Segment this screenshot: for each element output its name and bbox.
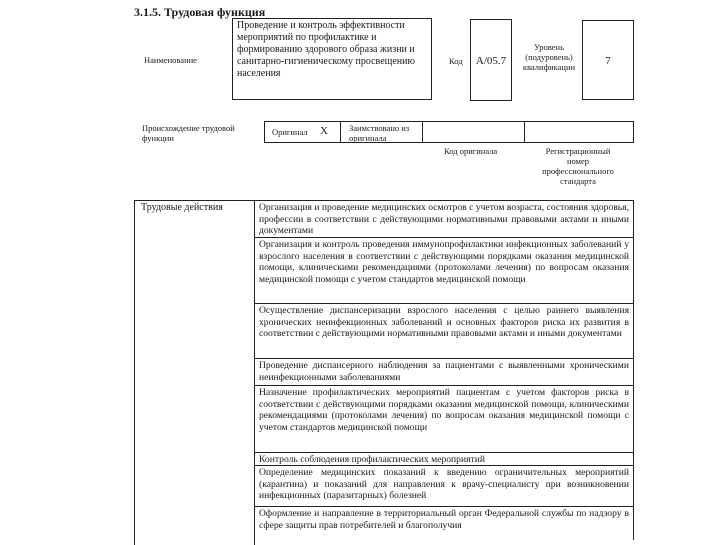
level-value: 7 bbox=[605, 55, 611, 67]
action-item: Организация и контроль проведения иммунопрофилактики инфекционных заболеваний у взрослого населения в соответствии с действующими порядками оказания медицинской помощи, клиническими рекомендациями (протоколами лечения) по вопросам оказания медицинской помощи с учетом стандартов медицинской помощи bbox=[254, 238, 634, 304]
level-label: Уровень (подуровень) квалификации bbox=[522, 42, 576, 72]
actions-label-cell bbox=[134, 200, 255, 545]
function-name-box bbox=[232, 18, 432, 100]
origin-divider bbox=[524, 121, 525, 143]
origin-divider bbox=[340, 121, 341, 143]
code-label: Код bbox=[449, 56, 463, 66]
action-item: Назначение профилактических мероприятий пациентам с учетом факторов риска в соответствии с действующими порядками оказания медицинской помощи, клиническими рекомендациями (протоколами лечения) по вопросам оказания медицинской помощи с учетом стандартов медицинской помощи bbox=[254, 386, 634, 453]
action-item: Оформление и направление в территориальный орган Федеральной службы по надзору в сфере защиты прав потребителей и благополучия bbox=[254, 507, 634, 540]
actions-label: Трудовые действия bbox=[141, 202, 223, 213]
reg-number-caption: Регистрационный номер профессионального стандарта bbox=[542, 146, 614, 186]
origin-divider bbox=[422, 121, 423, 143]
code-original-caption: Код оригинала bbox=[444, 146, 498, 156]
origin-label: Происхождение трудовой функции bbox=[142, 123, 235, 143]
section-title: 3.1.5. Трудовая функция bbox=[134, 5, 266, 19]
action-item: Проведение диспансерного наблюдения за пациентами с выявленными хроническими неинфекционными заболеваниями bbox=[254, 359, 634, 386]
function-name-value: Проведение и контроль эффективности мероприятий по профилактике и формированию здорового образа жизни и санитарно-гигиеническому просвещению населения bbox=[237, 20, 415, 79]
action-item: Контроль соблюдения профилактических мероприятий bbox=[254, 453, 634, 466]
original-mark: Х bbox=[320, 125, 328, 137]
action-item: Осуществление диспансеризации взрослого населения с целью раннего выявления хронических неинфекционных заболеваний и основных факторов риска их развития в соответствии с действующими нормативными правовыми актами и иными документами bbox=[254, 304, 634, 359]
original-label: Оригинал bbox=[272, 127, 308, 137]
code-value: А/05.7 bbox=[475, 55, 507, 67]
name-label: Наименование bbox=[144, 55, 197, 65]
code-value-box bbox=[470, 19, 512, 101]
level-value-box bbox=[582, 20, 634, 100]
action-item: Организация и проведение медицинских осмотров с учетом возраста, состояния здоровья, профессии в соответствии с действующими нормативными правовыми актами и иными документами bbox=[254, 200, 634, 238]
borrowed-label: Заимствовано из оригинала bbox=[349, 123, 410, 143]
action-item: Определение медицинских показаний к введению ограничительных мероприятий (карантина) и показаний для направления к врачу-специалисту при возникновении инфекционных (паразитарных) болезней bbox=[254, 466, 634, 507]
